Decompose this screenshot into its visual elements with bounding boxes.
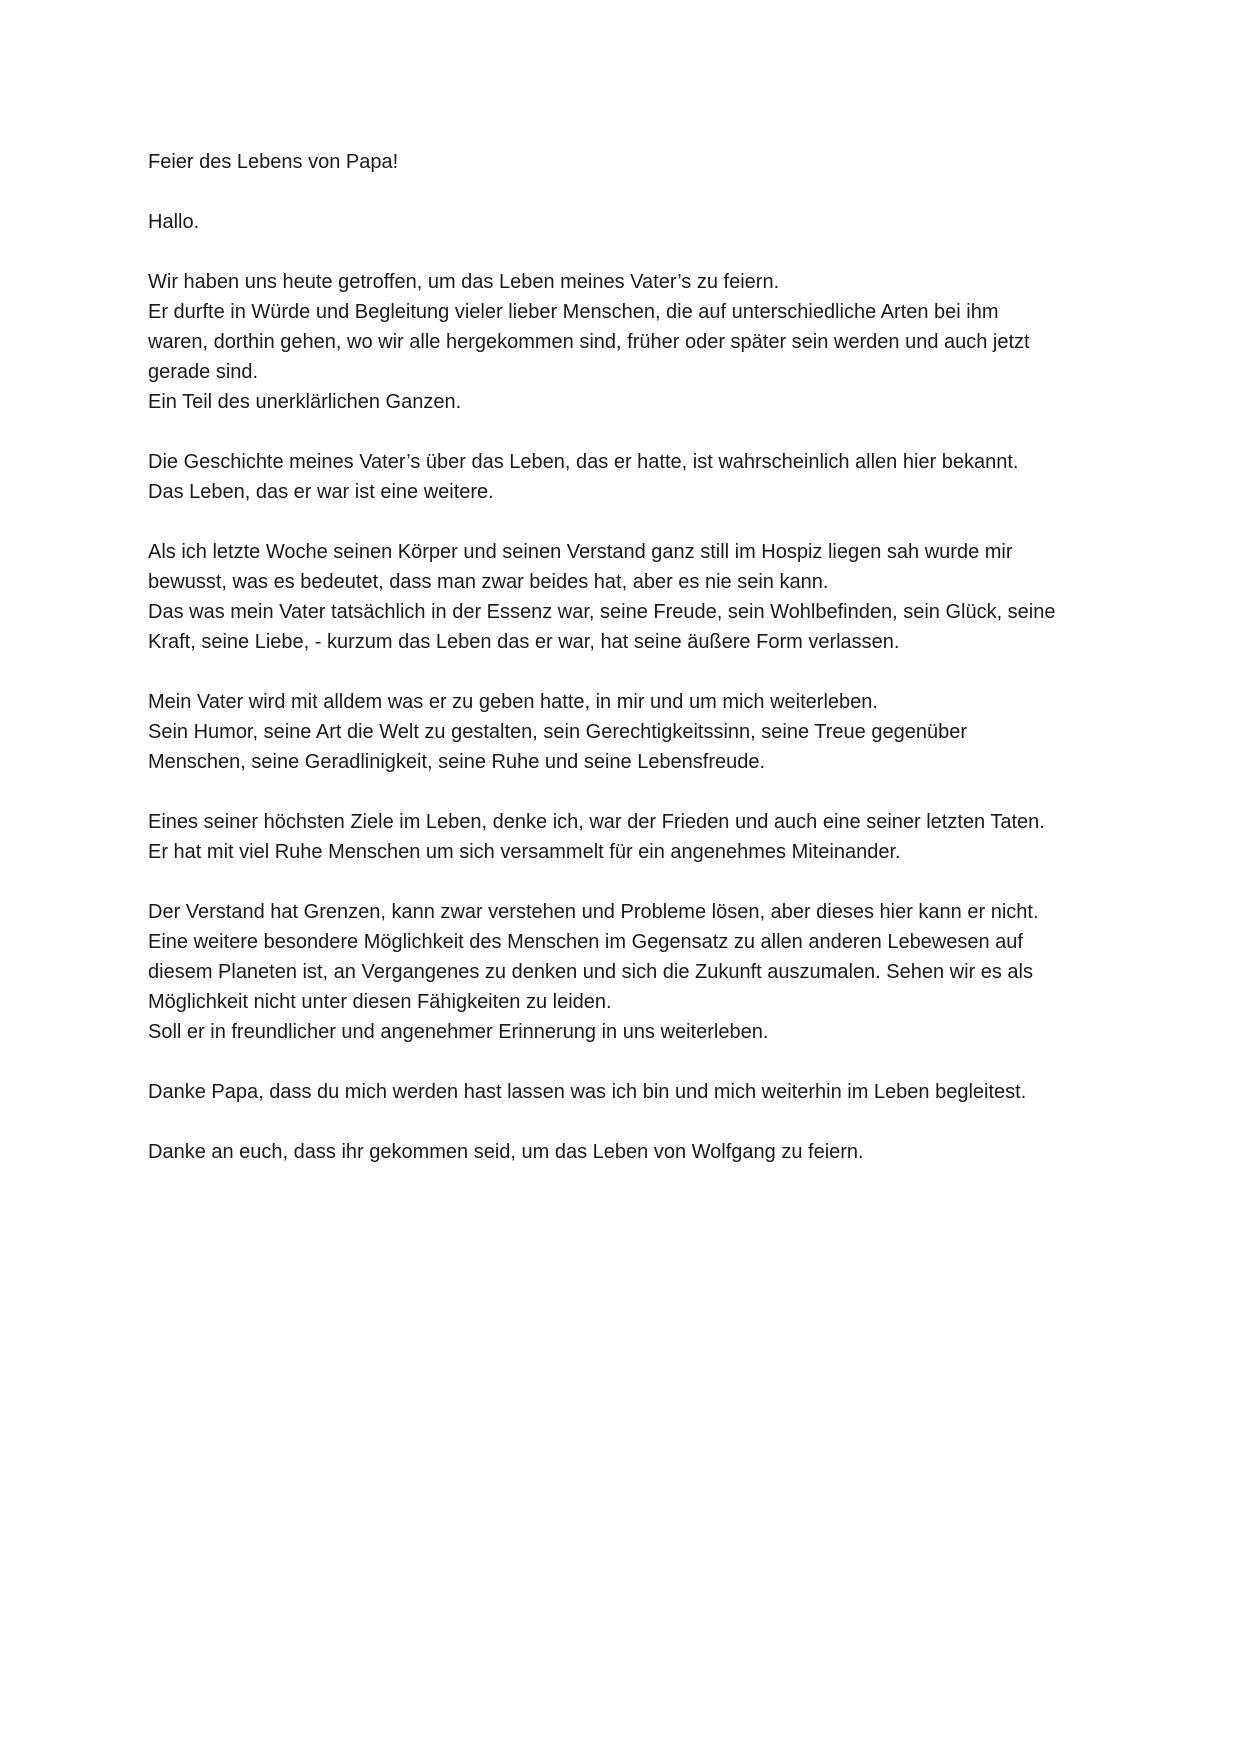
document-title: Feier des Lebens von Papa!	[148, 151, 399, 173]
text-line: Soll er in freundlicher und angenehmer Erinnerung in uns weiterleben.	[148, 1021, 769, 1043]
text-line: Eines seiner höchsten Ziele im Leben, denke ich, war der Frieden und auch eine seiner letzten Taten.	[148, 811, 1045, 833]
text-line: Menschen, seine Geradlinigkeit, seine Ruhe und seine Lebensfreude.	[148, 751, 766, 773]
text-line: Möglichkeit nicht unter diesen Fähigkeiten zu leiden.	[148, 991, 612, 1013]
text-line: waren, dorthin gehen, wo wir alle hergekommen sind, früher oder später sein werden und auch jetzt	[148, 331, 1030, 353]
document-body	[148, 147, 1098, 1167]
paragraph-gap	[148, 1047, 1098, 1077]
paragraph-gap	[148, 777, 1098, 807]
paragraph-gap	[148, 1107, 1098, 1137]
paragraph-5	[148, 807, 1098, 867]
paragraph-1	[148, 267, 1098, 417]
text-line: bewusst, was es bedeutet, dass man zwar beides hat, aber es nie sein kann.	[148, 571, 829, 593]
paragraph-4	[148, 687, 1098, 777]
text-line: Mein Vater wird mit alldem was er zu geben hatte, in mir und um mich weiterleben.	[148, 691, 878, 713]
text-line: diesem Planeten ist, an Vergangenes zu denken und sich die Zukunft auszumalen. Sehen wir es als	[148, 961, 1033, 983]
paragraph-6	[148, 897, 1098, 1047]
paragraph-8	[148, 1137, 1098, 1167]
paragraph-gap	[148, 657, 1098, 687]
paragraph-3	[148, 537, 1098, 657]
text-line: Das Leben, das er war ist eine weitere.	[148, 481, 494, 503]
text-line: Ein Teil des unerklärlichen Ganzen.	[148, 391, 462, 413]
text-line: Als ich letzte Woche seinen Körper und seinen Verstand ganz still im Hospiz liegen sah wurde mir	[148, 541, 1013, 563]
paragraph-gap	[148, 867, 1098, 897]
text-line: Wir haben uns heute getroffen, um das Leben meines Vater’s zu feiern.	[148, 271, 780, 293]
text-line: Die Geschichte meines Vater’s über das Leben, das er hatte, ist wahrscheinlich allen hier bekannt.	[148, 451, 1019, 473]
text-line: Er hat mit viel Ruhe Menschen um sich versammelt für ein angenehmes Miteinander.	[148, 841, 901, 863]
text-line: Danke Papa, dass du mich werden hast lassen was ich bin und mich weiterhin im Leben begleitest.	[148, 1081, 1027, 1103]
text-line: Kraft, seine Liebe, - kurzum das Leben das er war, hat seine äußere Form verlassen.	[148, 631, 900, 653]
text-line: Das was mein Vater tatsächlich in der Essenz war, seine Freude, sein Wohlbefinden, sein Glück, seine	[148, 601, 1056, 623]
paragraph-7	[148, 1077, 1098, 1107]
paragraph-gap	[148, 237, 1098, 267]
text-line: Der Verstand hat Grenzen, kann zwar verstehen und Probleme lösen, aber dieses hier kann er nicht.	[148, 901, 1039, 923]
paragraph-gap	[148, 507, 1098, 537]
text-line: Danke an euch, dass ihr gekommen seid, um das Leben von Wolfgang zu feiern.	[148, 1141, 864, 1163]
paragraph-2	[148, 447, 1098, 507]
text-line: Sein Humor, seine Art die Welt zu gestalten, sein Gerechtigkeitssinn, seine Treue gegenüber	[148, 721, 967, 743]
greeting: Hallo.	[148, 211, 200, 233]
paragraph-gap	[148, 177, 1098, 207]
text-line: Eine weitere besondere Möglichkeit des Menschen im Gegensatz zu allen anderen Lebewesen auf	[148, 931, 1023, 953]
paragraph-gap	[148, 417, 1098, 447]
text-line: Er durfte in Würde und Begleitung vieler lieber Menschen, die auf unterschiedliche Arten bei ihm	[148, 301, 999, 323]
text-line: gerade sind.	[148, 361, 259, 383]
